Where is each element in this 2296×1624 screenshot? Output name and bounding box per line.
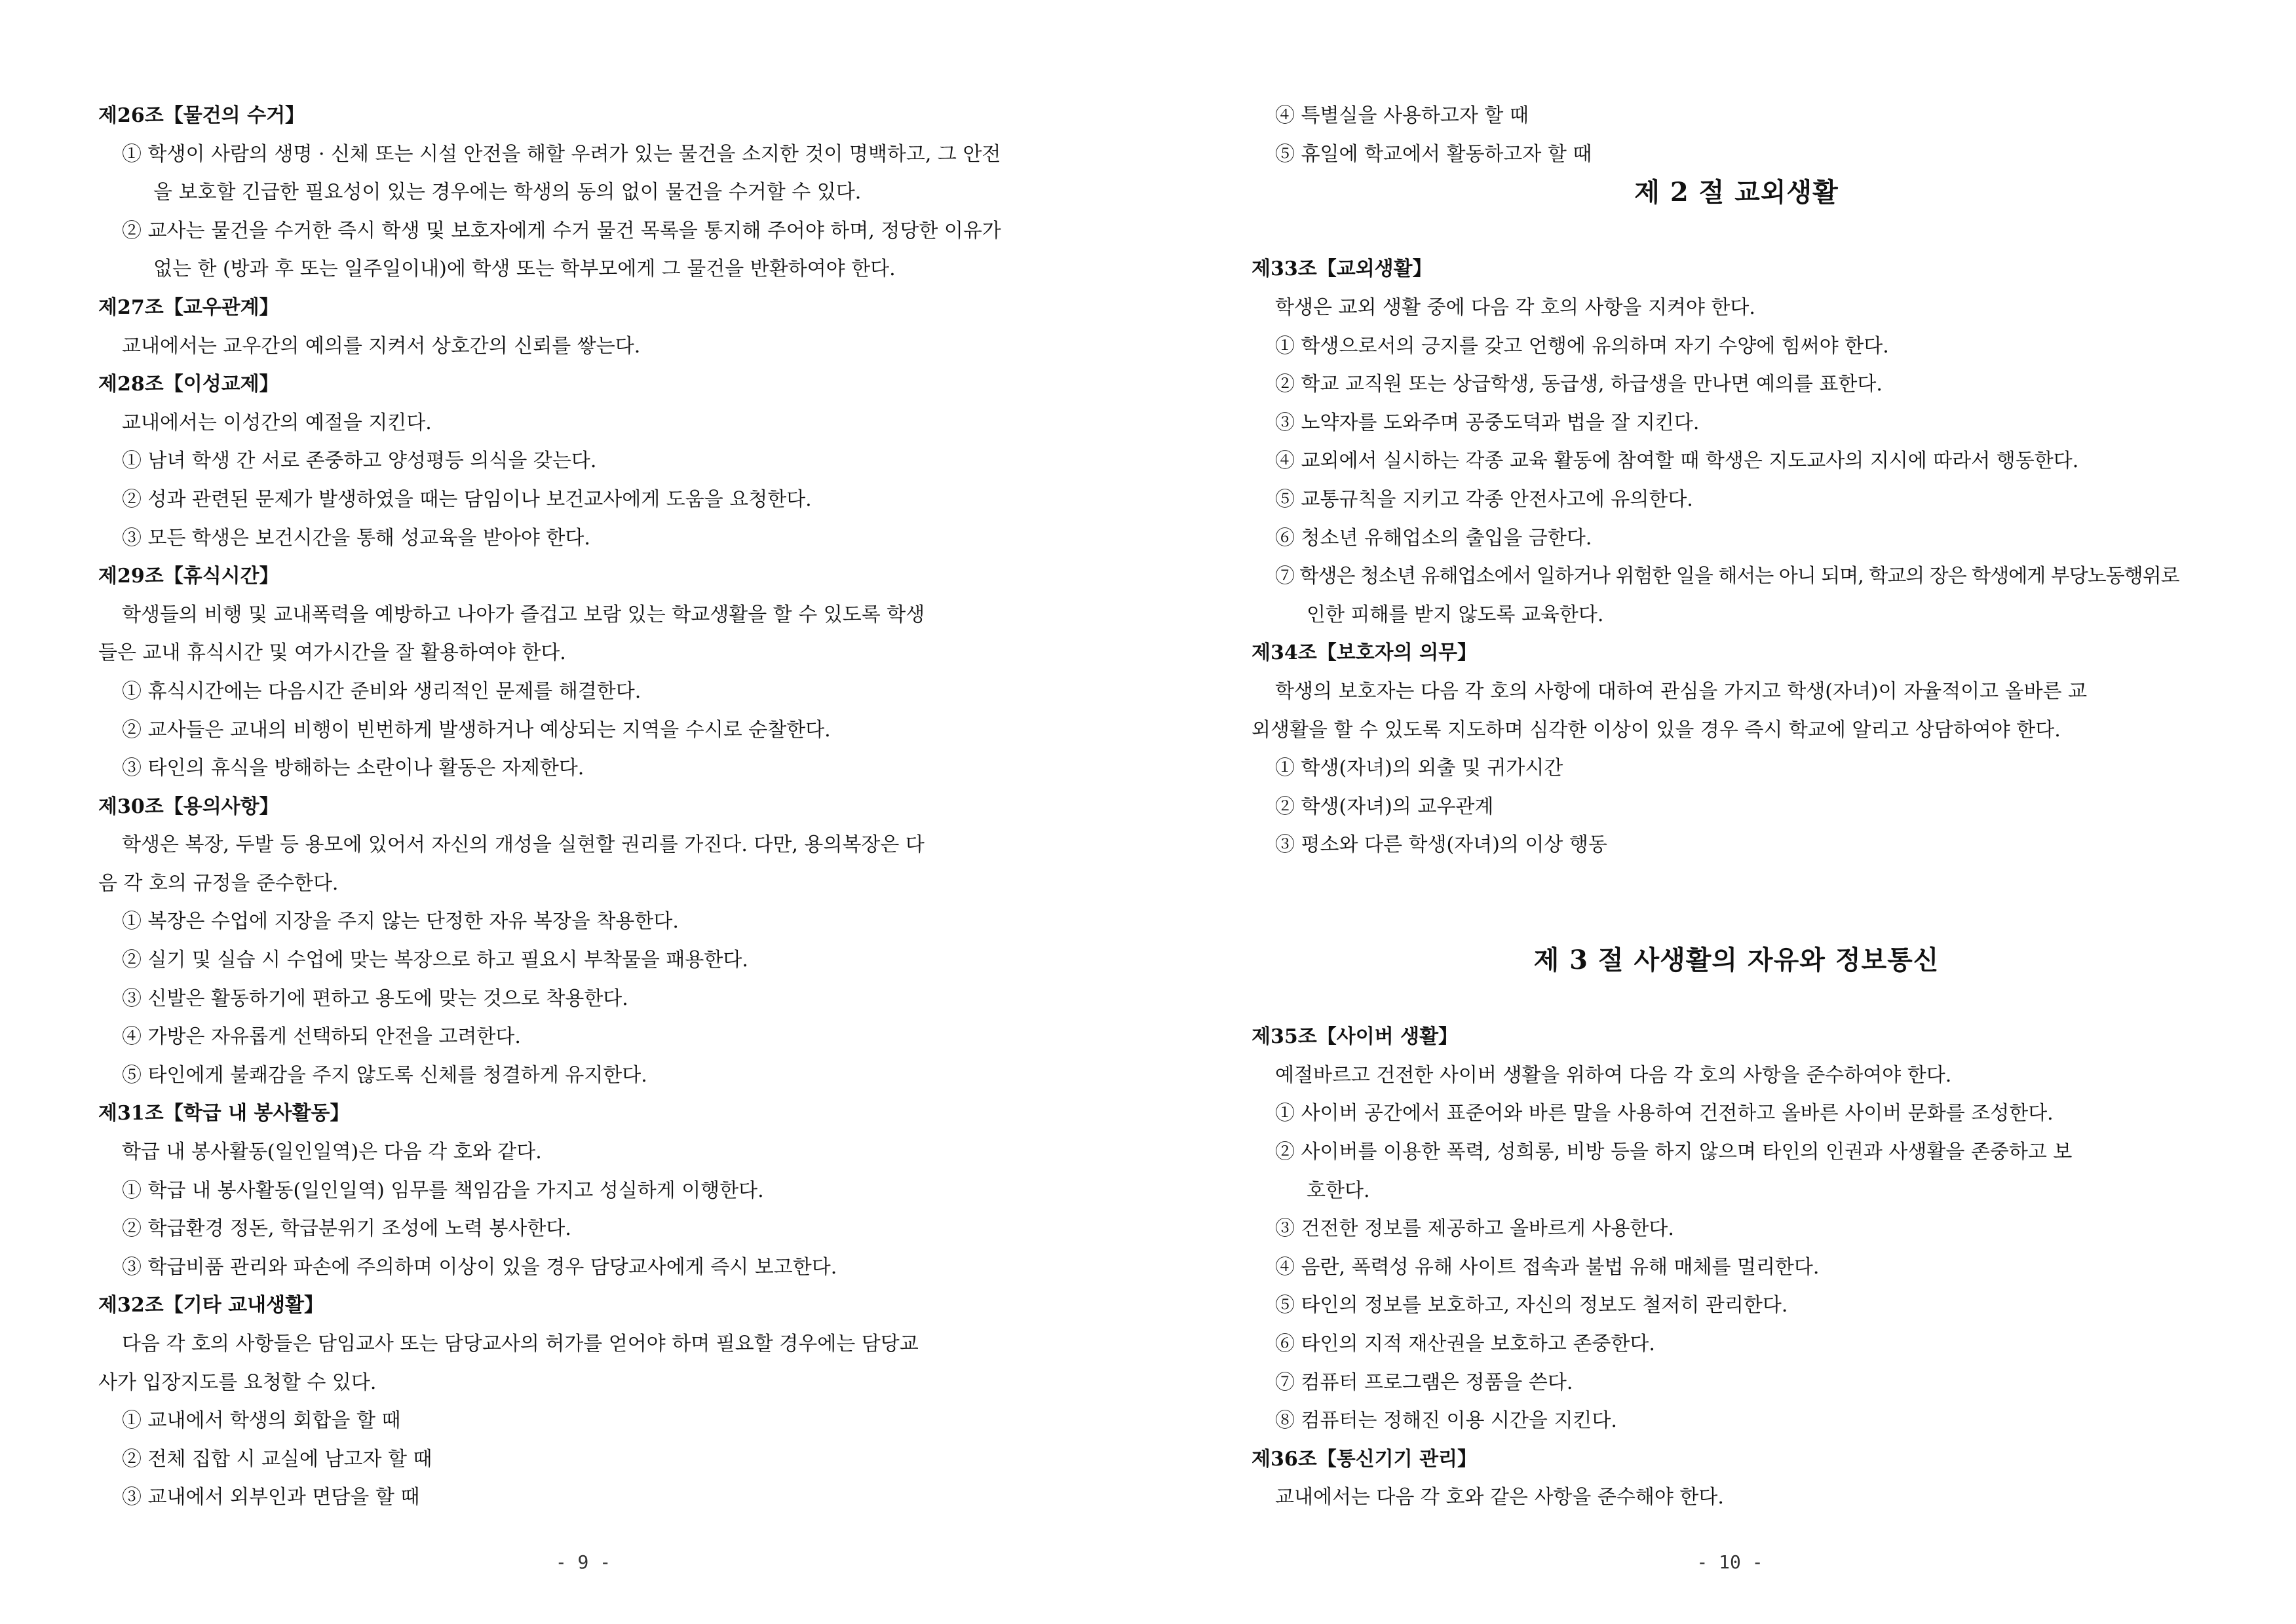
spacer — [1252, 212, 2221, 251]
article-36-text: 교내에서는 다음 각 호와 같은 사항을 준수해야 한다. — [1275, 1486, 1724, 1509]
article-34-heading: 제34조【보호자의 의무】 — [1252, 641, 1478, 665]
article-35-item-4: ④ 음란, 폭력성 유해 사이트 접속과 불법 유해 매체를 멀리한다. — [1275, 1255, 1820, 1279]
article-32-item-5: ⑤ 휴일에 학교에서 활동하고자 할 때 — [1275, 142, 1592, 166]
article-36-heading: 제36조【통신기기 관리】 — [1252, 1447, 1478, 1471]
article-31-item-2: ② 학급환경 정돈, 학급분위기 조성에 노력 봉사한다. — [122, 1217, 571, 1241]
article-35-item-8: ⑧ 컴퓨터는 정해진 이용 시간을 지킨다. — [1275, 1409, 1617, 1433]
article-33-item-3: ③ 노약자를 도와주며 공중도덕과 법을 잘 지킨다. — [1275, 411, 1700, 434]
article-30-item-2: ② 실기 및 실습 시 수업에 맞는 복장으로 하고 필요시 부착물을 패용한다. — [122, 949, 748, 972]
article-28-item-3: ③ 모든 학생은 보건시간을 통해 성교육을 받아야 한다. — [122, 526, 590, 550]
article-31-heading: 제31조【학급 내 봉사활동】 — [98, 1102, 350, 1125]
article-29-item-1: ① 휴식시간에는 다음시간 준비와 생리적인 문제를 해결한다. — [122, 679, 641, 703]
article-28-item-1: ① 남녀 학생 간 서로 존중하고 양성평등 의식을 갖는다. — [122, 449, 597, 473]
article-35-text: 예절바르고 건전한 사이버 생활을 위하여 다음 각 호의 사항을 준수하여야 한다. — [1275, 1063, 1952, 1087]
article-33-item-5: ⑤ 교통규칙을 지키고 각종 안전사고에 유의한다. — [1275, 487, 1693, 511]
article-35-heading: 제35조【사이버 생활】 — [1252, 1025, 1459, 1049]
section-3-title: 제 3 절 사생활의 자유와 정보통신 — [1533, 945, 1940, 976]
article-26-item-2-cont: 없는 한 (방과 후 또는 일주일이내)에 학생 또는 학부모에게 그 물건을 반환하여야 한다. — [153, 257, 896, 281]
article-35-item-1: ① 사이버 공간에서 표준어와 바른 말을 사용하여 건전하고 올바른 사이버 문화를 조성한다. — [1275, 1102, 2054, 1125]
article-28-item-2: ② 성과 관련된 문제가 발생하였을 때는 담임이나 보건교사에게 도움을 요청한다. — [122, 487, 812, 511]
article-29-text: 학생들의 비행 및 교내폭력을 예방하고 나아가 즐겁고 보람 있는 학교생활을 할 수 있도록 학생 — [122, 603, 925, 626]
article-29-text-cont: 들은 교내 휴식시간 및 여가시간을 잘 활용하여야 한다. — [98, 641, 566, 665]
article-31-item-1: ① 학급 내 봉사활동(일인일역) 임무를 책임감을 가지고 성실하게 이행한다. — [122, 1179, 764, 1202]
article-29-item-3: ③ 타인의 휴식을 방해하는 소란이나 활동은 자제한다. — [122, 757, 584, 780]
article-26-item-2: ② 교사는 물건을 수거한 즉시 학생 및 보호자에게 수거 물건 목록을 통지해 주어야 하며, 정당한 이유가 — [122, 219, 1001, 242]
article-33-item-4: ④ 교외에서 실시하는 각종 교육 활동에 참여할 때 학생은 지도교사의 지시에 따라서 행동한다. — [1275, 449, 2079, 473]
article-33-item-7-cont: 인한 피해를 받지 않도록 교육한다. — [1307, 603, 1604, 626]
article-30-item-3: ③ 신발은 활동하기에 편하고 용도에 맞는 것으로 착용한다. — [122, 987, 628, 1010]
spacer — [1252, 980, 2221, 1019]
article-30-item-1: ① 복장은 수업에 지장을 주지 않는 단정한 자유 복장을 착용한다. — [122, 910, 679, 934]
article-33-text: 학생은 교외 생활 중에 다음 각 호의 사항을 지켜야 한다. — [1275, 295, 1755, 319]
article-30-item-4: ④ 가방은 자유롭게 선택하되 안전을 고려한다. — [122, 1025, 521, 1049]
article-35-item-6: ⑥ 타인의 지적 재산권을 보호하고 존중한다. — [1275, 1332, 1655, 1355]
article-34-item-2: ② 학생(자녀)의 교우관계 — [1275, 795, 1494, 818]
article-26-item-1-cont: 을 보호할 긴급한 필요성이 있는 경우에는 학생의 동의 없이 물건을 수거할 수 있다. — [153, 181, 862, 204]
article-32-item-3: ③ 교내에서 외부인과 면담을 할 때 — [122, 1486, 420, 1509]
article-28-text: 교내에서는 이성간의 예절을 지킨다. — [122, 411, 432, 434]
article-35-item-7: ⑦ 컴퓨터 프로그램은 정품을 쓴다. — [1275, 1370, 1573, 1394]
article-32-item-4: ④ 특별실을 사용하고자 할 때 — [1275, 104, 1529, 127]
article-31-text: 학급 내 봉사활동(일인일역)은 다음 각 호와 같다. — [122, 1141, 542, 1164]
article-32-heading: 제32조【기타 교내생활】 — [98, 1294, 324, 1317]
article-33-heading: 제33조【교외생활】 — [1252, 257, 1432, 281]
article-35-item-3: ③ 건전한 정보를 제공하고 올바르게 사용한다. — [1275, 1217, 1674, 1241]
article-33-item-6: ⑥ 청소년 유해업소의 출입을 금한다. — [1275, 526, 1592, 550]
spacer — [1252, 903, 2221, 941]
article-35-item-2: ② 사이버를 이용한 폭력, 성희롱, 비방 등을 하지 않으며 타인의 인권과 사생활을 존중하고 보 — [1275, 1141, 2073, 1164]
article-32-item-1: ① 교내에서 학생의 회합을 할 때 — [122, 1409, 401, 1433]
article-28-heading: 제28조【이성교제】 — [98, 373, 279, 396]
page-number-right: - 10 - — [1696, 1551, 1763, 1573]
article-33-item-1: ① 학생으로서의 긍지를 갖고 언행에 유의하며 자기 수양에 힘써야 한다. — [1275, 334, 1889, 358]
article-33-item-2: ② 학교 교직원 또는 상급학생, 동급생, 하급생을 만나면 예의를 표한다. — [1275, 373, 1883, 396]
article-34-text-cont: 외생활을 할 수 있도록 지도하며 심각한 이상이 있을 경우 즉시 학교에 알리고 상담하여야 한다. — [1252, 718, 2061, 742]
article-27-text: 교내에서는 교우간의 예의를 지켜서 상호간의 신뢰를 쌓는다. — [122, 334, 641, 358]
article-26-item-1: ① 학생이 사람의 생명 · 신체 또는 시설 안전을 해할 우려가 있는 물건을 소지한 것이 명백하고, 그 안전 — [122, 142, 1001, 166]
article-30-text: 학생은 복장, 두발 등 용모에 있어서 자신의 개성을 실현할 권리를 가진다. 다만, 용의복장은 다 — [122, 833, 925, 857]
article-29-heading: 제29조【휴식시간】 — [98, 565, 279, 588]
article-34-item-3: ③ 평소와 다른 학생(자녀)의 이상 행동 — [1275, 833, 1607, 857]
section-2-title: 제 2 절 교외생활 — [1634, 177, 1839, 208]
article-34-text: 학생의 보호자는 다음 각 호의 사항에 대하여 관심을 가지고 학생(자녀)이 자율적이고 올바른 교 — [1275, 679, 2088, 703]
spacer — [1252, 865, 2221, 903]
article-30-text-cont: 음 각 호의 규정을 준수한다. — [98, 871, 339, 895]
article-31-item-3: ③ 학급비품 관리와 파손에 주의하며 이상이 있을 경우 담당교사에게 즉시 보고한다. — [122, 1255, 837, 1279]
article-32-text-cont: 사가 입장지도를 요청할 수 있다. — [98, 1370, 377, 1394]
article-32-item-2: ② 전체 집합 시 교실에 남고자 할 때 — [122, 1447, 432, 1471]
article-30-item-5: ⑤ 타인에게 불쾌감을 주지 않도록 신체를 청결하게 유지한다. — [122, 1063, 647, 1087]
page-number-left: - 9 - — [555, 1551, 611, 1573]
article-35-item-5: ⑤ 타인의 정보를 보호하고, 자신의 정보도 철저히 관리한다. — [1275, 1294, 1788, 1317]
article-35-item-2-cont: 호한다. — [1307, 1179, 1370, 1202]
article-32-text: 다음 각 호의 사항들은 담임교사 또는 담당교사의 허가를 얻어야 하며 필요할 경우에는 담당교 — [122, 1332, 919, 1355]
article-30-heading: 제30조【용의사항】 — [98, 795, 279, 818]
article-29-item-2: ② 교사들은 교내의 비행이 빈번하게 발생하거나 예상되는 지역을 수시로 순찰한다. — [122, 718, 831, 742]
article-27-heading: 제27조【교우관계】 — [98, 295, 279, 319]
page-right — [1252, 97, 2221, 1564]
article-34-item-1: ① 학생(자녀)의 외출 및 귀가시간 — [1275, 757, 1563, 780]
page-left — [98, 97, 1081, 1564]
article-33-item-7: ⑦ 학생은 청소년 유해업소에서 일하거나 위험한 일을 해서는 아니 되며, 학교의 장은 학생에게 부당노동행위로 — [1275, 565, 2179, 588]
article-26-heading: 제26조【물건의 수거】 — [98, 104, 305, 127]
